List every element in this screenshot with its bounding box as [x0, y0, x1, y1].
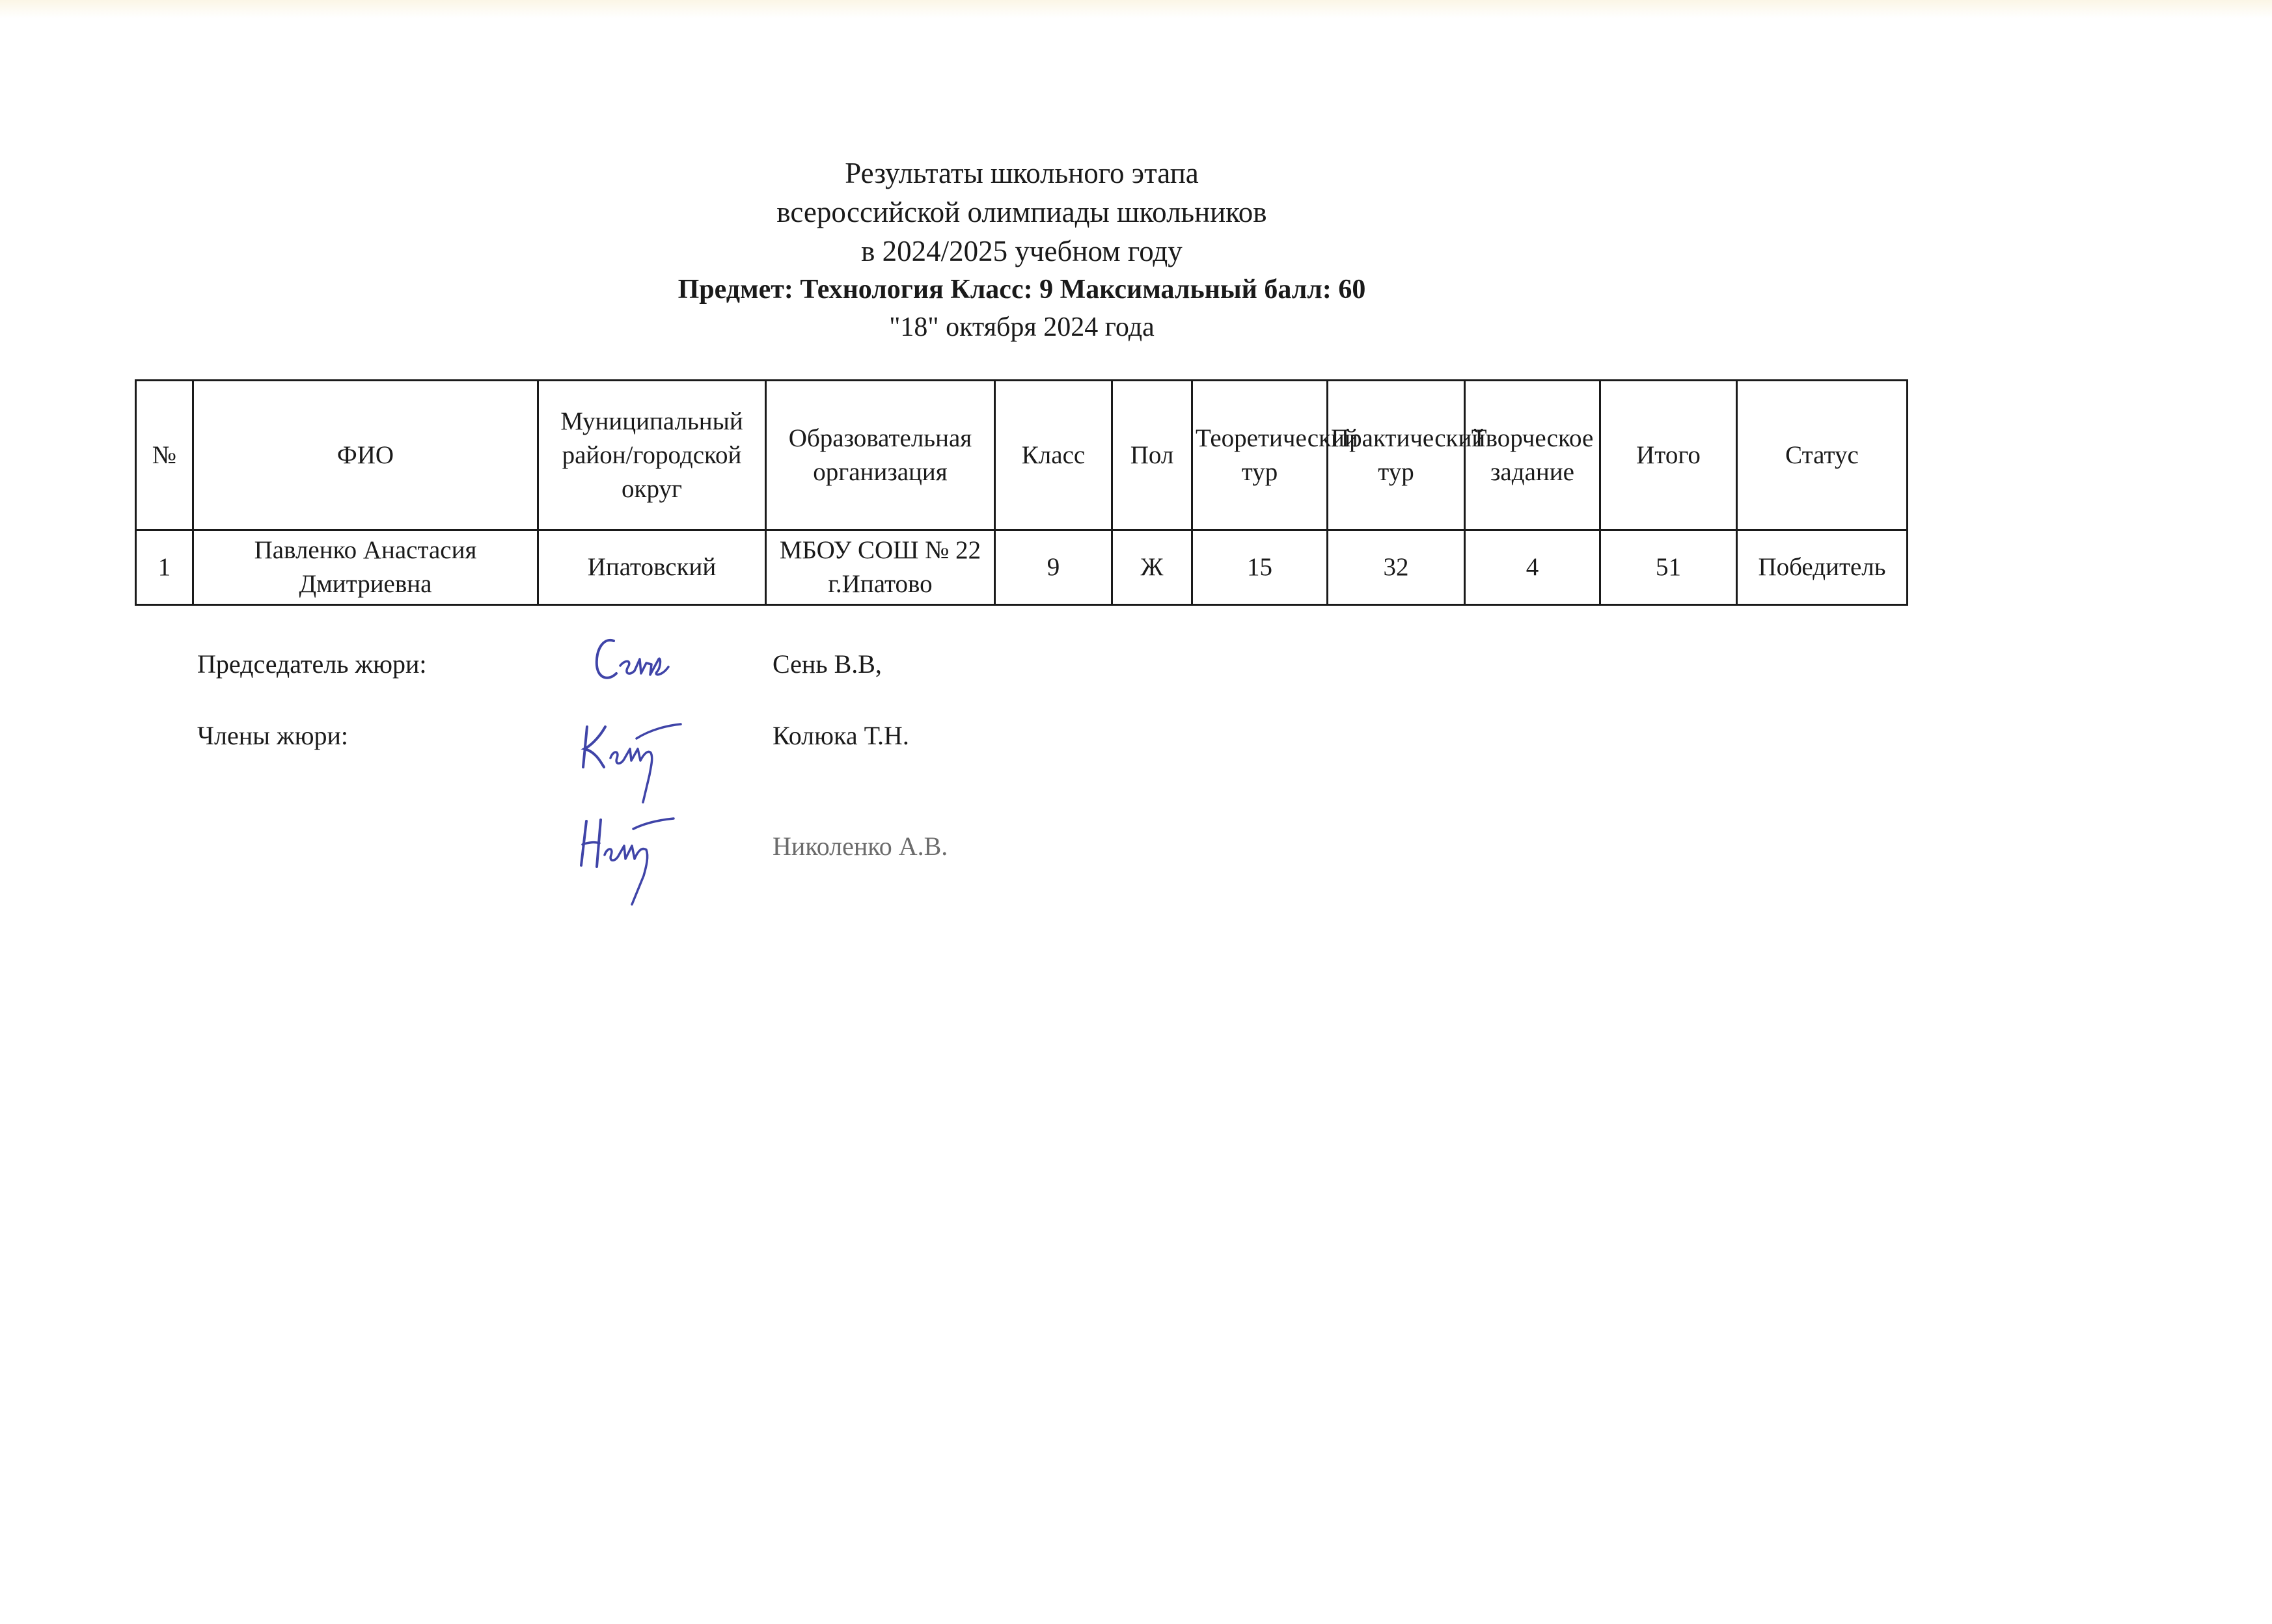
column-header: Итого — [1600, 381, 1737, 530]
results-table — [135, 379, 1908, 606]
table-row — [136, 530, 1908, 605]
table-header-row — [136, 381, 1908, 530]
column-header: Теоретический тур — [1192, 381, 1328, 530]
chair-signature — [589, 628, 687, 690]
cell-fio: Павленко Анастасия Дмитриевна — [193, 530, 538, 605]
jury-members-label: Члены жюри: — [197, 721, 349, 750]
cell-organization: МБОУ СОШ № 22 г.Ипатово — [766, 530, 995, 605]
cell-practice-score: 32 — [1328, 530, 1465, 605]
page-edge-tint — [0, 0, 2272, 18]
cell-gender: Ж — [1112, 530, 1192, 605]
cell-theory-score: 15 — [1192, 530, 1328, 605]
cell-number: 1 — [136, 530, 193, 605]
cell-creative-score: 4 — [1465, 530, 1600, 605]
member-signature-1 — [573, 712, 690, 810]
jury-chair-label: Председатель жюри: — [197, 649, 427, 679]
column-header: Муниципальный район/городской округ — [538, 381, 766, 530]
document-date: "18" октября 2024 года — [889, 312, 1155, 342]
jury-member-name: Колюка Т.Н. — [773, 721, 909, 750]
document-header — [0, 154, 2044, 346]
title-line-2: всероссийской олимпиады школьников — [776, 196, 1267, 228]
jury-chair-name: Сень В.В, — [773, 649, 882, 679]
column-header: Класс — [995, 381, 1112, 530]
column-header: Образовательная организация — [766, 381, 995, 530]
member-signature-2 — [569, 807, 687, 914]
column-header: Статус — [1737, 381, 1908, 530]
subject-line: Предмет: Технология Класс: 9 Максимальный балл: 60 — [677, 275, 1366, 304]
column-header: Творческое задание — [1465, 381, 1600, 530]
title-line-3: в 2024/2025 учебном году — [861, 235, 1183, 267]
column-header: Пол — [1112, 381, 1192, 530]
column-header: № — [136, 381, 193, 530]
cell-district: Ипатовский — [538, 530, 766, 605]
column-header: ФИО — [193, 381, 538, 530]
title-line-1: Результаты школьного этапа — [845, 157, 1199, 189]
jury-member-name: Николенко А.В. — [773, 832, 948, 861]
cell-total-score: 51 — [1600, 530, 1737, 605]
column-header: Практический тур — [1328, 381, 1465, 530]
cell-status: Победитель — [1737, 530, 1908, 605]
cell-grade: 9 — [995, 530, 1112, 605]
